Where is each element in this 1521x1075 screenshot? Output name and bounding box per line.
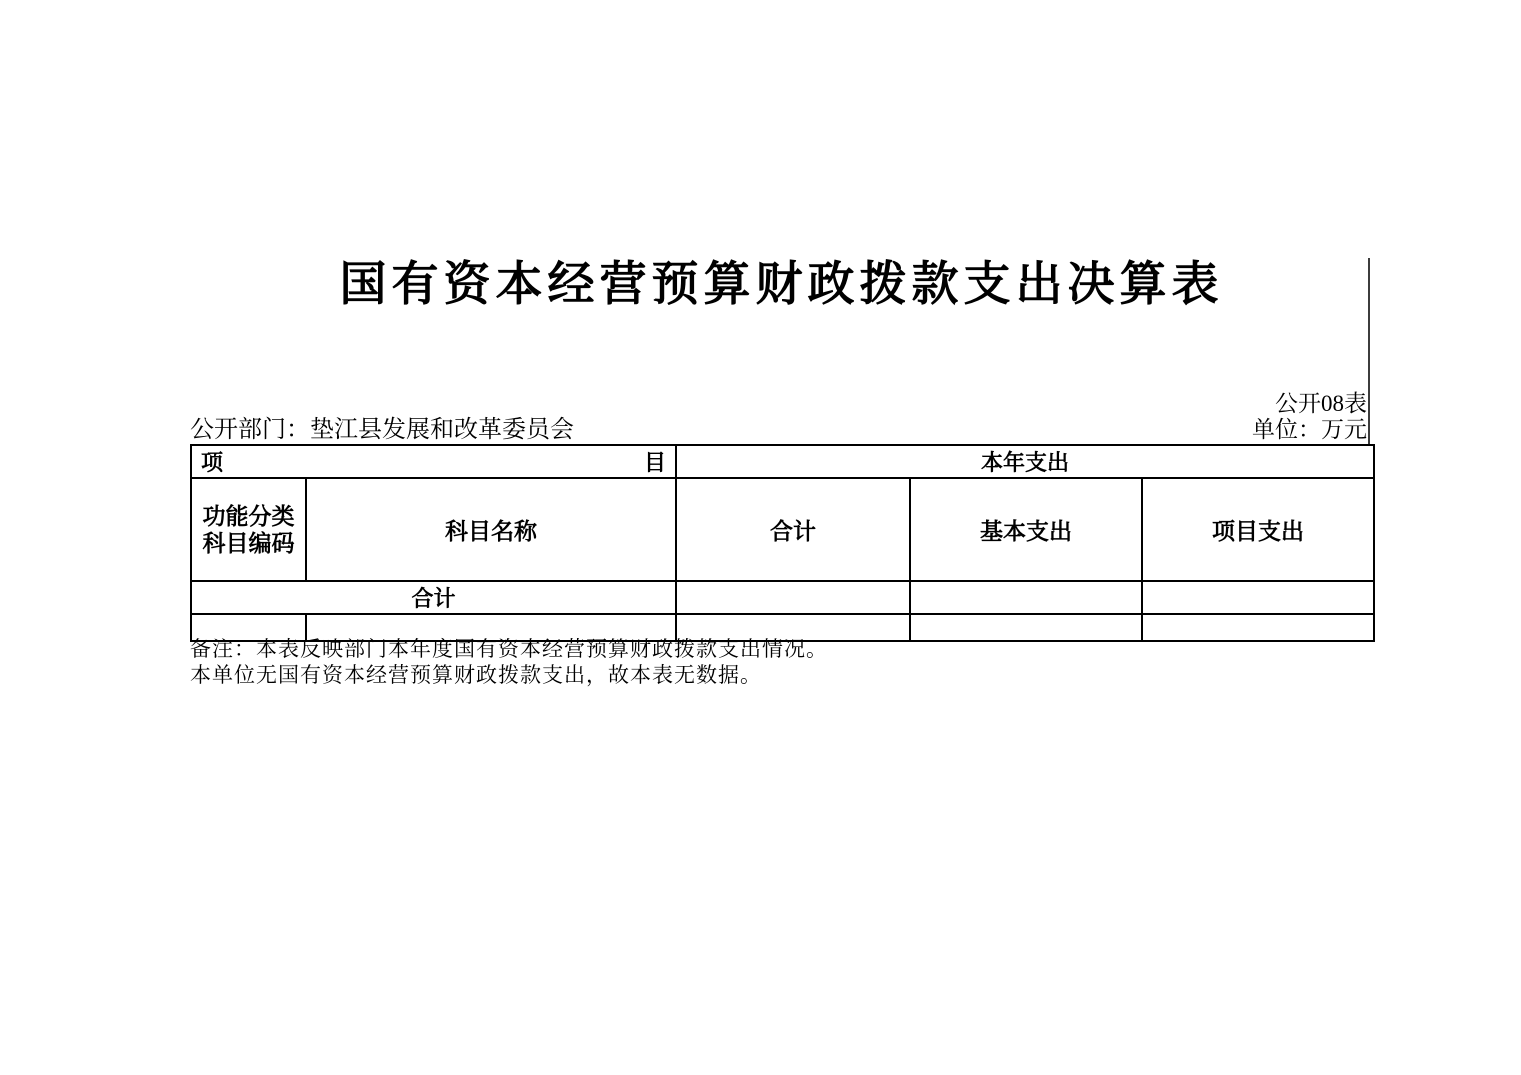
note-line-1: 备注：本表反映部门本年度国有资本经营预算财政拨款支出情况。 <box>190 637 828 661</box>
header-function-code-line2: 科目编码 <box>202 530 295 556</box>
fiscal-expenditure-table <box>190 444 1375 642</box>
meta-row <box>190 416 1367 443</box>
total-row-total-cell <box>676 581 910 614</box>
header-item-cell <box>191 445 676 478</box>
unit-label: 单位：万元 <box>1252 417 1367 442</box>
table-total-row <box>191 581 1374 614</box>
header-subject-name-cell: 科目名称 <box>306 478 676 581</box>
total-row-label-cell: 合计 <box>191 581 676 614</box>
header-current-year-expense-cell: 本年支出 <box>676 445 1374 478</box>
header-item-right: 目 <box>643 450 666 475</box>
form-number-label: 公开08表 <box>1275 391 1367 416</box>
header-function-code-cell <box>191 478 306 581</box>
total-row-basic-cell <box>910 581 1142 614</box>
header-project-expense-cell: 项目支出 <box>1142 478 1374 581</box>
page-title: 国有资本经营预算财政拨款支出决算表 <box>339 259 1224 311</box>
header-total-cell: 合计 <box>676 478 910 581</box>
table-header-row-2 <box>191 478 1374 581</box>
footnotes <box>190 636 1373 688</box>
header-item-left: 项 <box>201 450 224 475</box>
table-header-row-1 <box>191 445 1374 478</box>
header-item-split <box>192 446 675 477</box>
header-function-code-line1: 功能分类 <box>202 503 295 529</box>
department-label: 公开部门：垫江县发展和改革委员会 <box>190 417 574 443</box>
note-line-2: 本单位无国有资本经营预算财政拨款支出，故本表无数据。 <box>190 663 762 687</box>
print-area-boundary-line <box>1368 258 1370 446</box>
header-function-code-text <box>192 503 305 557</box>
total-row-project-cell <box>1142 581 1374 614</box>
header-basic-expense-cell: 基本支出 <box>910 478 1142 581</box>
